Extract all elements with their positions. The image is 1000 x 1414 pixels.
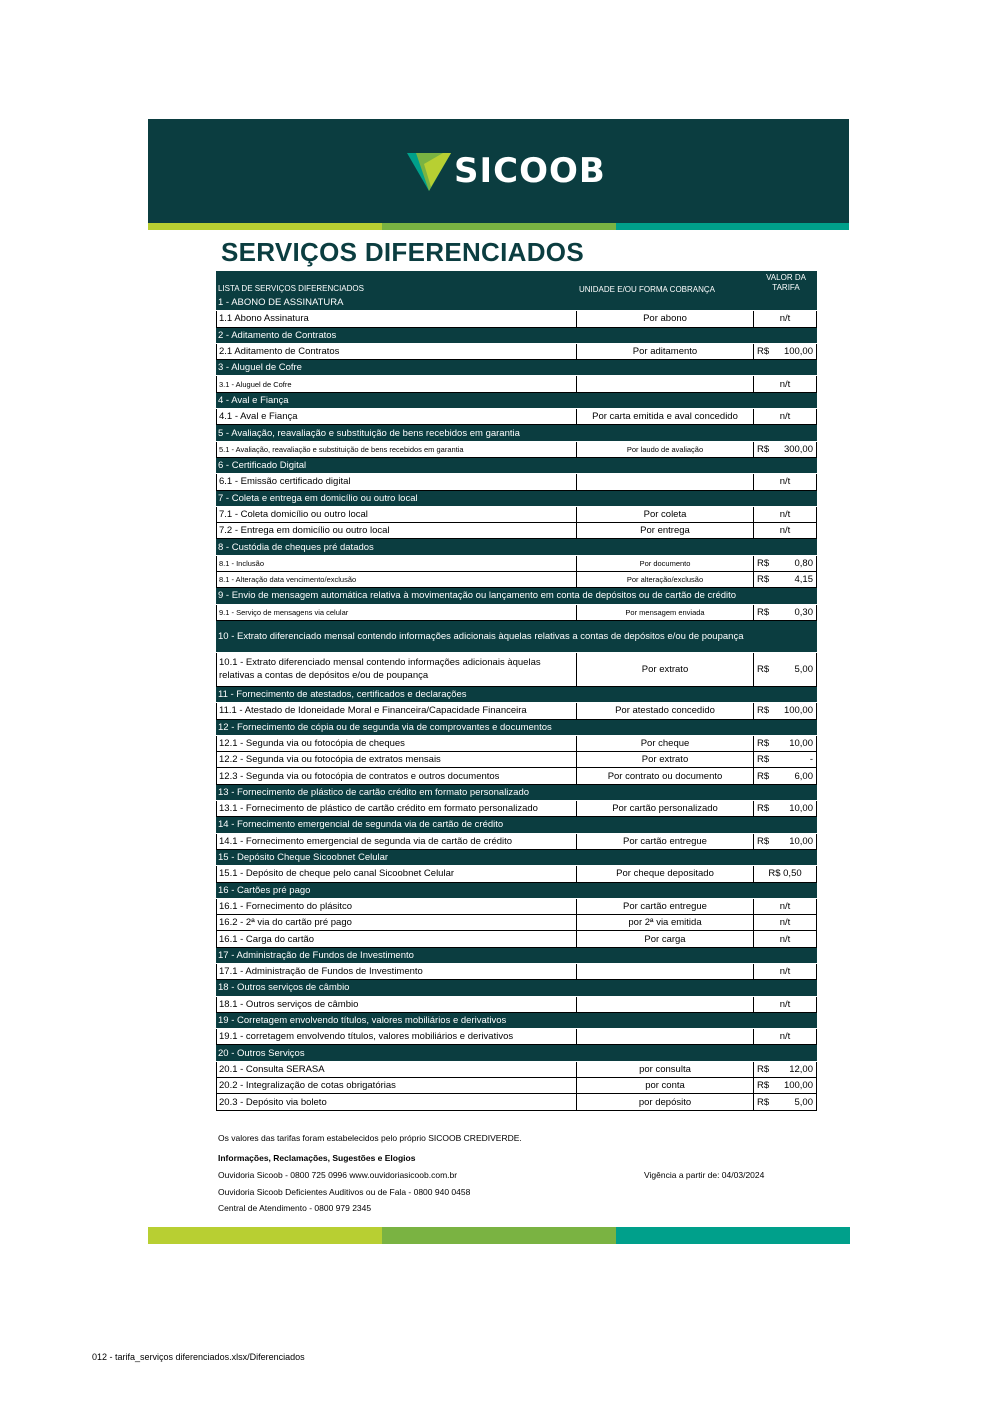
tariff-amount: 0,80 [794,557,813,569]
service-name: 8.1 - Alteração data vencimento/exclusão [217,572,577,587]
section-header: 15 - Depósito Cheque Sicoobnet Celular [216,850,817,866]
table-row [216,866,817,882]
tariff-value: n/t [779,1031,791,1043]
charge-unit: Por cartão personalizado [577,801,754,816]
service-name: 1.1 Abono Assinatura [217,311,577,326]
currency-symbol: R$ [757,1080,770,1092]
footer-stripe-lime [148,1227,382,1244]
currency-symbol: R$ [757,663,770,675]
service-name: 12.1 - Segunda via ou fotocópia de cheques [217,736,577,751]
table-row [216,311,817,327]
table-row [216,556,817,572]
table-row [216,523,817,539]
tariff-value: n/t [779,313,791,325]
table-row [216,1094,817,1110]
charge-unit: Por mensagem enviada [577,605,754,620]
central-line: Central de Atendimento - 0800 979 2345 [218,1203,372,1213]
charge-unit: Por alteração/exclusão [577,572,754,587]
section-header: 9 - Envio de mensagem automática relativa à movimentação ou lançamento em conta de depósitos ou de cartão de crédito [216,588,817,604]
header-list: LISTA DE SERVIÇOS DIFERENCIADOS [218,284,364,293]
tariff-value [754,653,816,686]
charge-unit: Por cheque depositado [577,866,754,881]
currency-symbol: R$ [757,1096,770,1108]
tariff-amount: 100,00 [783,346,813,358]
service-name: 12.3 - Segunda via ou fotocópia de contratos e outros documentos [217,768,577,783]
section-header: 12 - Fornecimento de cópia ou de segunda via de comprovantes e documentos [216,720,817,736]
service-name: 7.1 - Coleta domicílio ou outro local [217,507,577,522]
charge-unit: Por carta emitida e aval concedido [577,409,754,424]
table-row [216,997,817,1013]
table-row [216,409,817,425]
currency-symbol: R$ [757,754,770,766]
charge-unit: Por cheque [577,736,754,751]
service-name: 16.1 - Carga do cartão [217,931,577,946]
service-name: 20.2 - Integralização de cotas obrigatórias [217,1078,577,1093]
section-header: 13 - Fornecimento de plástico de cartão crédito em formato personalizado [216,785,817,801]
service-name: 18.1 - Outros serviços de câmbio [217,997,577,1012]
charge-unit: Por contrato ou documento [577,768,754,783]
tariff-value: n/t [779,476,791,488]
tariff-amount: - [809,754,813,766]
service-name: 20.1 - Consulta SERASA [217,1062,577,1077]
charge-unit [577,376,754,391]
charge-unit: Por laudo de avaliação [577,442,754,457]
section-header: 2 - Aditamento de Contratos [216,328,817,344]
table-header [216,271,817,295]
tariff-amount: 5,00 [794,1096,813,1108]
section-header: 7 - Coleta e entrega em domicílio ou outro local [216,491,817,507]
service-name: 3.1 - Aluguel de Cofre [217,376,577,391]
service-name: 8.1 - Inclusão [217,556,577,571]
tariff-value [754,344,816,359]
tariff-value [754,703,816,718]
table-row [216,344,817,360]
table-row [216,442,817,458]
charge-unit: por 2ª via emitida [577,915,754,930]
service-name: 20.3 - Depósito via boleto [217,1094,577,1109]
logo-wordmark: SICOOB [454,151,606,191]
currency-symbol: R$ [757,1063,770,1075]
section-header: 20 - Outros Serviços [216,1045,817,1061]
page-title: SERVIÇOS DIFERENCIADOS [221,237,584,267]
tariff-amount: 5,00 [794,663,813,675]
deficientes-line: Ouvidoria Sicoob Deficientes Auditivos ou de Fala - 0800 940 0458 [218,1187,471,1197]
tariff-value: n/t [779,525,791,537]
tariff-amount: 10,00 [789,835,813,847]
section-header: 19 - Corretagem envolvendo títulos, valores mobiliários e derivativos [216,1013,817,1029]
section-header: 5 - Avaliação, reavaliação e substituição de bens recebidos em garantia [216,425,817,441]
table-row [216,899,817,915]
section-header: 1 - ABONO DE ASSINATURA [216,295,817,311]
currency-symbol: R$ [757,557,770,569]
header-stripe-green [382,223,616,230]
tariff-value [754,572,816,587]
tariff-amount: 300,00 [783,443,813,455]
charge-unit: Por aditamento [577,344,754,359]
charge-unit [577,474,754,489]
sicoob-logo-icon [407,152,451,192]
header-unit: UNIDADE E/OU FORMA COBRANÇA [579,285,716,294]
tariff-value: n/t [779,411,791,423]
tariff-amount: 6,00 [794,770,813,782]
tariff-value: n/t [779,998,791,1010]
tariff-value: n/t [779,900,791,912]
table-row [216,703,817,719]
charge-unit: Por carga [577,931,754,946]
tariff-value: n/t [779,378,791,390]
header-value-line2: TARIFA [772,283,800,292]
tariff-value [754,834,816,849]
service-name: 9.1 - Serviço de mensagens via celular [217,605,577,620]
tariff-amount: 12,00 [789,1063,813,1075]
section-header: 4 - Aval e Fiança [216,393,817,409]
table-row [216,572,817,588]
charge-unit: por depósito [577,1094,754,1109]
tariff-value [754,1094,816,1109]
charge-unit: Por atestado concedido [577,703,754,718]
currency-symbol: R$ [757,574,770,586]
table-row [216,915,817,931]
currency-symbol: R$ [757,835,770,847]
table-row [216,653,817,687]
charge-unit: Por extrato [577,653,754,686]
charge-unit: Por entrega [577,523,754,538]
tariff-amount: 0,30 [794,606,813,618]
tariff-value [754,605,816,620]
charge-unit [577,997,754,1012]
ouvidoria-line: Ouvidoria Sicoob - 0800 725 0996 www.ouvidoriasicoob.com.br [218,1170,458,1180]
service-name: 19.1 - corretagem envolvendo títulos, valores mobiliários e derivativos [217,1029,577,1044]
service-name: 11.1 - Atestado de Idoneidade Moral e Financeira/Capacidade Financeira [217,703,577,718]
tariff-value [754,801,816,816]
section-header: 18 - Outros serviços de câmbio [216,980,817,996]
service-name: 4.1 - Aval e Fiança [217,409,577,424]
footer-stripe-green [382,1227,616,1244]
table-row [216,474,817,490]
table-row [216,964,817,980]
header-value-line1: VALOR DA [766,273,806,282]
tariff-value: n/t [779,966,791,978]
charge-unit: Por coleta [577,507,754,522]
currency-symbol: R$ [757,443,770,455]
section-header: 3 - Aluguel de Cofre [216,360,817,376]
tariff-value [754,556,816,571]
currency-symbol: R$ [757,803,770,815]
section-header: 16 - Cartões pré pago [216,883,817,899]
service-name: 6.1 - Emissão certificado digital [217,474,577,489]
table-row [216,801,817,817]
header-stripe-teal [616,223,849,230]
tariff-amount: 100,00 [783,705,813,717]
section-header: 14 - Fornecimento emergencial de segunda via de cartão de crédito [216,817,817,833]
header-value [756,273,816,293]
header-stripe-lime [148,223,382,230]
tariff-amount: 100,00 [783,1080,813,1092]
service-name: 7.2 - Entrega em domicílio ou outro local [217,523,577,538]
charge-unit: Por documento [577,556,754,571]
currency-symbol: R$ [757,606,770,618]
currency-symbol: R$ [757,346,770,358]
service-name: 12.2 - Segunda via ou fotocópia de extratos mensais [217,752,577,767]
charge-unit: Por cartão entregue [577,834,754,849]
service-name: 10.1 - Extrato diferenciado mensal contendo informações adicionais àquelas relativas a contas de depósitos e/ou de poupança [217,653,577,686]
section-header: 8 - Custódia de cheques pré datados [216,539,817,555]
currency-symbol: R$ [757,705,770,717]
tariff-value: R$ 0,50 [768,868,802,880]
service-name: 14.1 - Fornecimento emergencial de segunda via de cartão de crédito [217,834,577,849]
table-row [216,768,817,784]
table-row [216,605,817,621]
table-row [216,1029,817,1045]
table-body [216,295,817,1111]
section-header: 17 - Administração de Fundos de Investimento [216,948,817,964]
charge-unit: por conta [577,1078,754,1093]
tariff-value [754,1062,816,1077]
table-row [216,376,817,392]
table-row [216,834,817,850]
charge-unit: Por abono [577,311,754,326]
charge-unit: Por cartão entregue [577,899,754,914]
tariff-value: n/t [779,509,791,520]
service-name: 15.1 - Depósito de cheque pelo canal Sicoobnet Celular [217,866,577,881]
section-header: 6 - Certificado Digital [216,458,817,474]
charge-unit [577,1029,754,1044]
tariff-value [754,736,816,751]
sicoob-logo [407,151,606,192]
tariff-amount: 10,00 [789,803,813,815]
vigencia: Vigência a partir de: 04/03/2024 [644,1170,765,1180]
charge-unit: por consulta [577,1062,754,1077]
currency-symbol: R$ [757,737,770,749]
info-title: Informações, Reclamações, Sugestões e Elogios [218,1153,416,1163]
table-row [216,1078,817,1094]
charge-unit: Por extrato [577,752,754,767]
service-name: 13.1 - Fornecimento de plástico de cartão crédito em formato personalizado [217,801,577,816]
service-name: 16.1 - Fornecimento do plásitco [217,899,577,914]
charge-unit [577,964,754,979]
footer-stripe-teal [616,1227,850,1244]
service-name: 5.1 - Avaliação, reavaliação e substituição de bens recebidos em garantia [217,442,577,457]
table-row [216,736,817,752]
service-name: 16.2 - 2ª via do cartão pré pago [217,915,577,930]
section-header: 10 - Extrato diferenciado mensal contendo informações adicionais àquelas relativas a contas de depósitos e/ou de poupança [216,621,817,653]
tariff-value: n/t [779,917,791,929]
table-row [216,752,817,768]
tariff-value [754,442,816,457]
table-row [216,1062,817,1078]
tariff-value [754,752,816,767]
table-row [216,507,817,523]
values-note: Os valores das tarifas foram estabelecidos pelo próprio SICOOB CREDIVERDE. [218,1133,522,1143]
file-path: 012 - tarifa_serviços diferenciados.xlsx/Diferenciados [92,1352,305,1362]
table-row [216,931,817,947]
tariff-value [754,1078,816,1093]
currency-symbol: R$ [757,770,770,782]
service-name: 2.1 Aditamento de Contratos [217,344,577,359]
tariff-value [754,768,816,783]
service-name: 17.1 - Administração de Fundos de Investimento [217,964,577,979]
tariff-amount: 4,15 [794,574,813,586]
section-header: 11 - Fornecimento de atestados, certificados e declarações [216,687,817,703]
tariff-amount: 10,00 [789,737,813,749]
tariff-table [216,271,817,1111]
tariff-value: n/t [779,933,791,945]
